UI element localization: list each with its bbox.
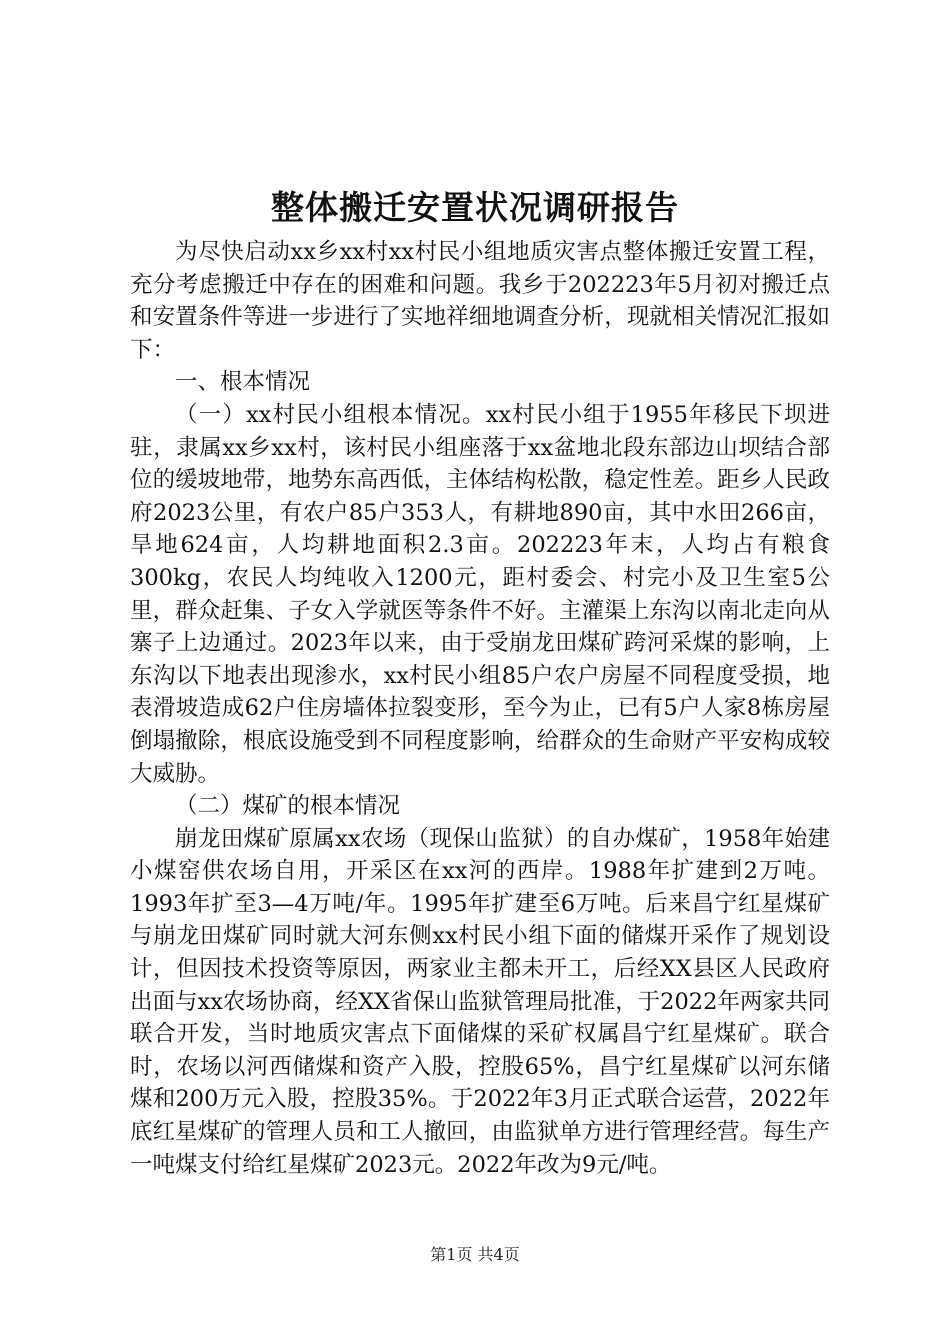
village-group-paragraph: （一）xx村民小组根本情况。xx村民小组于1955年移民下坝进驻，隶属xx乡xx村，该村民小组座落于xx盆地北段东部边山坝结合部位的缓坡地带，地势东高西低，主体结构松散，稳定性差。距乡人民政府2023公里，有农户85户353人，有耕地890亩，其中水田266亩，旱地624亩，人均耕地面积2.3亩。202223年末，人均占有粮食300kg，农民人均纯收入1200元，距村委会、村完小及卫生室5公里，群众赶集、子女入学就医等条件不好。主灌渠上东沟以南北走向从寨子上边通过。2023年以来，由于受崩龙田煤矿跨河采煤的影响，上东沟以下地表出现渗水，xx村民小组85户农户房屋不同程度受损，地表滑坡造成62户住房墙体拉裂变形，至今为止，已有5户人家8栋房屋倒塌撤除，根底设施受到不同程度影响，给群众的生命财产平安构成较大威胁。 bbox=[130, 401, 830, 787]
section-heading-basic-situation: 一、根本情况 bbox=[175, 369, 311, 396]
document-title: 整体搬迁安置状况调研报告 bbox=[271, 188, 679, 227]
page-number-footer: 第1页 共4页 bbox=[430, 1245, 520, 1264]
section-heading-coal-mine: （二）煤矿的根本情况 bbox=[175, 793, 401, 820]
document-body bbox=[130, 236, 830, 1181]
intro-paragraph: 为尽快启动xx乡xx村xx村民小组地质灾害点整体搬迁安置工程，充分考虑搬迁中存在的困难和问题。我乡于202223年5月初对搬迁点和安置条件等进一步进行了实地祥细地调查分析，现就相关情况汇报如下： bbox=[130, 239, 830, 363]
coal-mine-paragraph: 崩龙田煤矿原属xx农场（现保山监狱）的自办煤矿，1958年始建小煤窑供农场自用，开采区在xx河的西岸。1988年扩建到2万吨。1993年扩至3—4万吨/年。1995年扩建至6万吨。后来昌宁红星煤矿与崩龙田煤矿同时就大河东侧xx村民小组下面的储煤开采作了规划设计，但因技术投资等原因，两家业主都未开工，后经XX县区人民政府出面与xx农场协商，经XX省保山监狱管理局批准，于2022年两家共同联合开发，当时地质灾害点下面储煤的采矿权属昌宁红星煤矿。联合时，农场以河西储煤和资产入股，控股65%，昌宁红星煤矿以河东储煤和200万元入股，控股35%。于2022年3月正式联合运营，2022年底红星煤矿的管理人员和工人撤回，由监狱单方进行管理经营。每生产一吨煤支付给红星煤矿2023元。2022年改为9元/吨。 bbox=[130, 825, 830, 1178]
